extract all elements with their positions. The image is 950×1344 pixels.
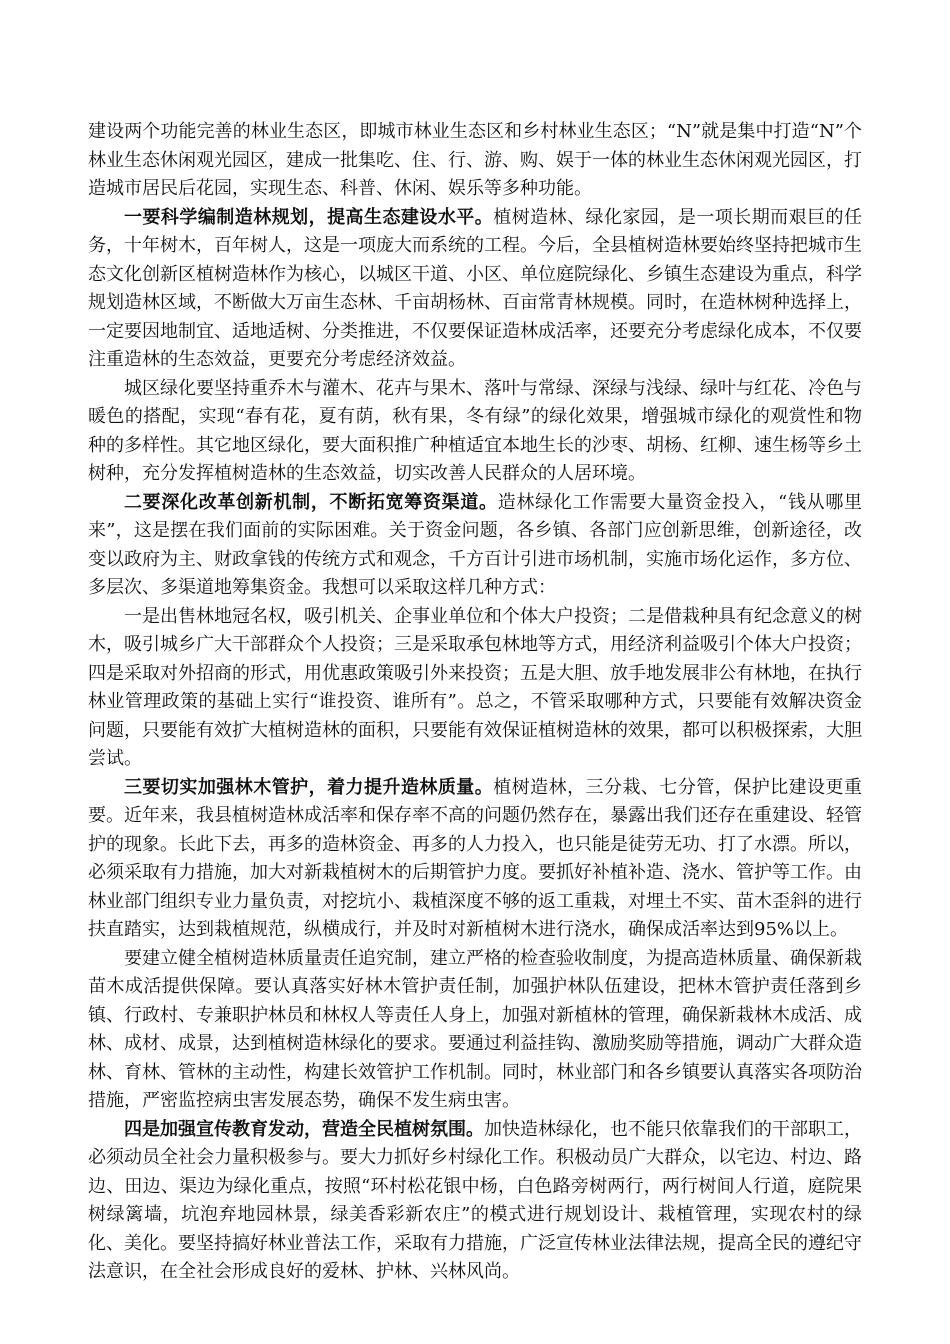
paragraph-text: 加快造林绿化，也不能只依靠我们的干部职工，必须动员全社会力量积极参与。要大力抓好乡村绿化工作。积极动员广大群众，以宅边、村边、路边、田边、渠边为绿化重点，按照“环村松花银中杨，白色路旁树两行，两行树间人行道，庭院果树绿篱墙，坑泡弃地园林景，绿美香彩新农庄”的模式进行规划设计、栽植管理，实现农村的绿化、美化。要坚持搞好林业普法工作，采取有力措施，广泛宣传林业法律法规，提高全民的遵纪守法意识，在全社会形成良好的爱林、护林、兴林风尚。 [88,1118,862,1282]
document-body [88,118,862,1287]
paragraph-3 [88,375,862,489]
paragraph-8 [88,1116,862,1287]
paragraph-text: 造林绿化工作需要大量资金投入，“钱从哪里来”，这是摆在我们面前的实际困难。关于资金问题，各乡镇、各部门应创新思维，创新途径，改变以政府为主、财政拿钱的传统方式和观念，千方百计引进市场机制，实施市场化运作，多方位、多层次、多渠道地筹集资金。我想可以采取这样几种方式： [88,491,863,598]
section-heading: 二要深化改革创新机制，不断拓宽筹资渠道。 [124,491,498,513]
paragraph-6 [88,774,862,945]
section-heading: 一要科学编制造林规划，提高生态建设水平。 [124,206,494,228]
paragraph-text: 一是出售林地冠名权，吸引机关、企事业单位和个体大户投资；二是借栽种具有纪念意义的树木，吸引城乡广大干部群众个人投资；三是采取承包林地等方式，用经济利益吸引个体大户投资；四是采取对外招商的形式，用优惠政策吸引外来投资；五是大胆、放手地发展非公有林地，在执行林业管理政策的基础上实行“谁投资、谁所有”。总之，不管采取哪种方式，只要能有效解决资金问题，只要能有效扩大植树造林的面积，只要能有效保证植树造林的效果，都可以积极探索，大胆尝试。 [88,605,862,769]
paragraph-7 [88,945,862,1116]
paragraph-text: 建设两个功能完善的林业生态区，即城市林业生态区和乡村林业生态区；“N”就是集中打造“N”个林业生态休闲观光园区，建成一批集吃、住、行、游、购、娱于一体的林业生态休闲观光园区，打造城市居民后花园，实现生态、科普、休闲、娱乐等多种功能。 [88,121,862,199]
paragraph-2 [88,204,862,375]
paragraph-4 [88,489,862,603]
paragraph-5 [88,603,862,774]
section-heading: 四是加强宣传教育发动，营造全民植树氛围。 [124,1118,484,1140]
paragraph-1 [88,118,862,204]
paragraph-text: 城区绿化要坚持重乔木与灌木、花卉与果木、落叶与常绿、深绿与浅绿、绿叶与红花、冷色与暖色的搭配，实现“春有花，夏有荫，秋有果，冬有绿”的绿化效果，增强城市绿化的观赏性和物种的多样性。其它地区绿化，要大面积推广种植适宜本地生长的沙枣、胡杨、红柳、速生杨等乡土树种，充分发挥植树造林的生态效益，切实改善人民群众的人居环境。 [88,377,862,484]
paragraph-text: 要建立健全植树造林质量责任追究制，建立严格的检查验收制度，为提高造林质量、确保新栽苗木成活提供保障。要认真落实好林木管护责任制，加强护林队伍建设，把林木管护责任落到乡镇、行政村、专兼职护林员和林权人等责任人身上，加强对新植林的管理，确保新栽林木成活、成林、成材、成景，达到植树造林绿化的要求。要通过利益挂钩、激励奖励等措施，调动广大群众造林、育林、管林的主动性，构建长效管护工作机制。同时，林业部门和各乡镇要认真落实各项防治措施，严密监控病虫害发展态势，确保不发生病虫害。 [88,947,862,1111]
paragraph-text: 植树造林、绿化家园，是一项长期而艰巨的任务，十年树木，百年树人，这是一项庞大而系统的工程。今后，全县植树造林要始终坚持把城市生态文化创新区植树造林作为核心，以城区干道、小区、单位庭院绿化、乡镇生态建设为重点，科学规划造林区域，不断做大万亩生态林、千亩胡杨林、百亩常青林规模。同时，在造林树种选择上，一定要因地制宜、适地适树、分类推进，不仅要保证造林成活率，还要充分考虑绿化成本，不仅要注重造林的生态效益，更要充分考虑经济效益。 [88,206,863,370]
section-heading: 三要切实加强林木管护，着力提升造林质量。 [124,776,494,798]
paragraph-text: 植树造林，三分栽、七分管，保护比建设更重要。近年来，我县植树造林成活率和保存率不高的问题仍然存在，暴露出我们还存在重建设、轻管护的现象。长此下去，再多的造林资金、再多的人力投入，也只能是徒劳无功、打了水漂。所以，必须采取有力措施，加大对新栽植树木的后期管护力度。要抓好补植补造、浇水、管护等工作。由林业部门组织专业力量负责，对挖坑小、栽植深度不够的返工重栽，对埋土不实、苗木歪斜的进行扶直踏实，达到栽植规范，纵横成行，并及时对新植树木进行浇水，确保成活率达到95%以上。 [88,776,863,940]
